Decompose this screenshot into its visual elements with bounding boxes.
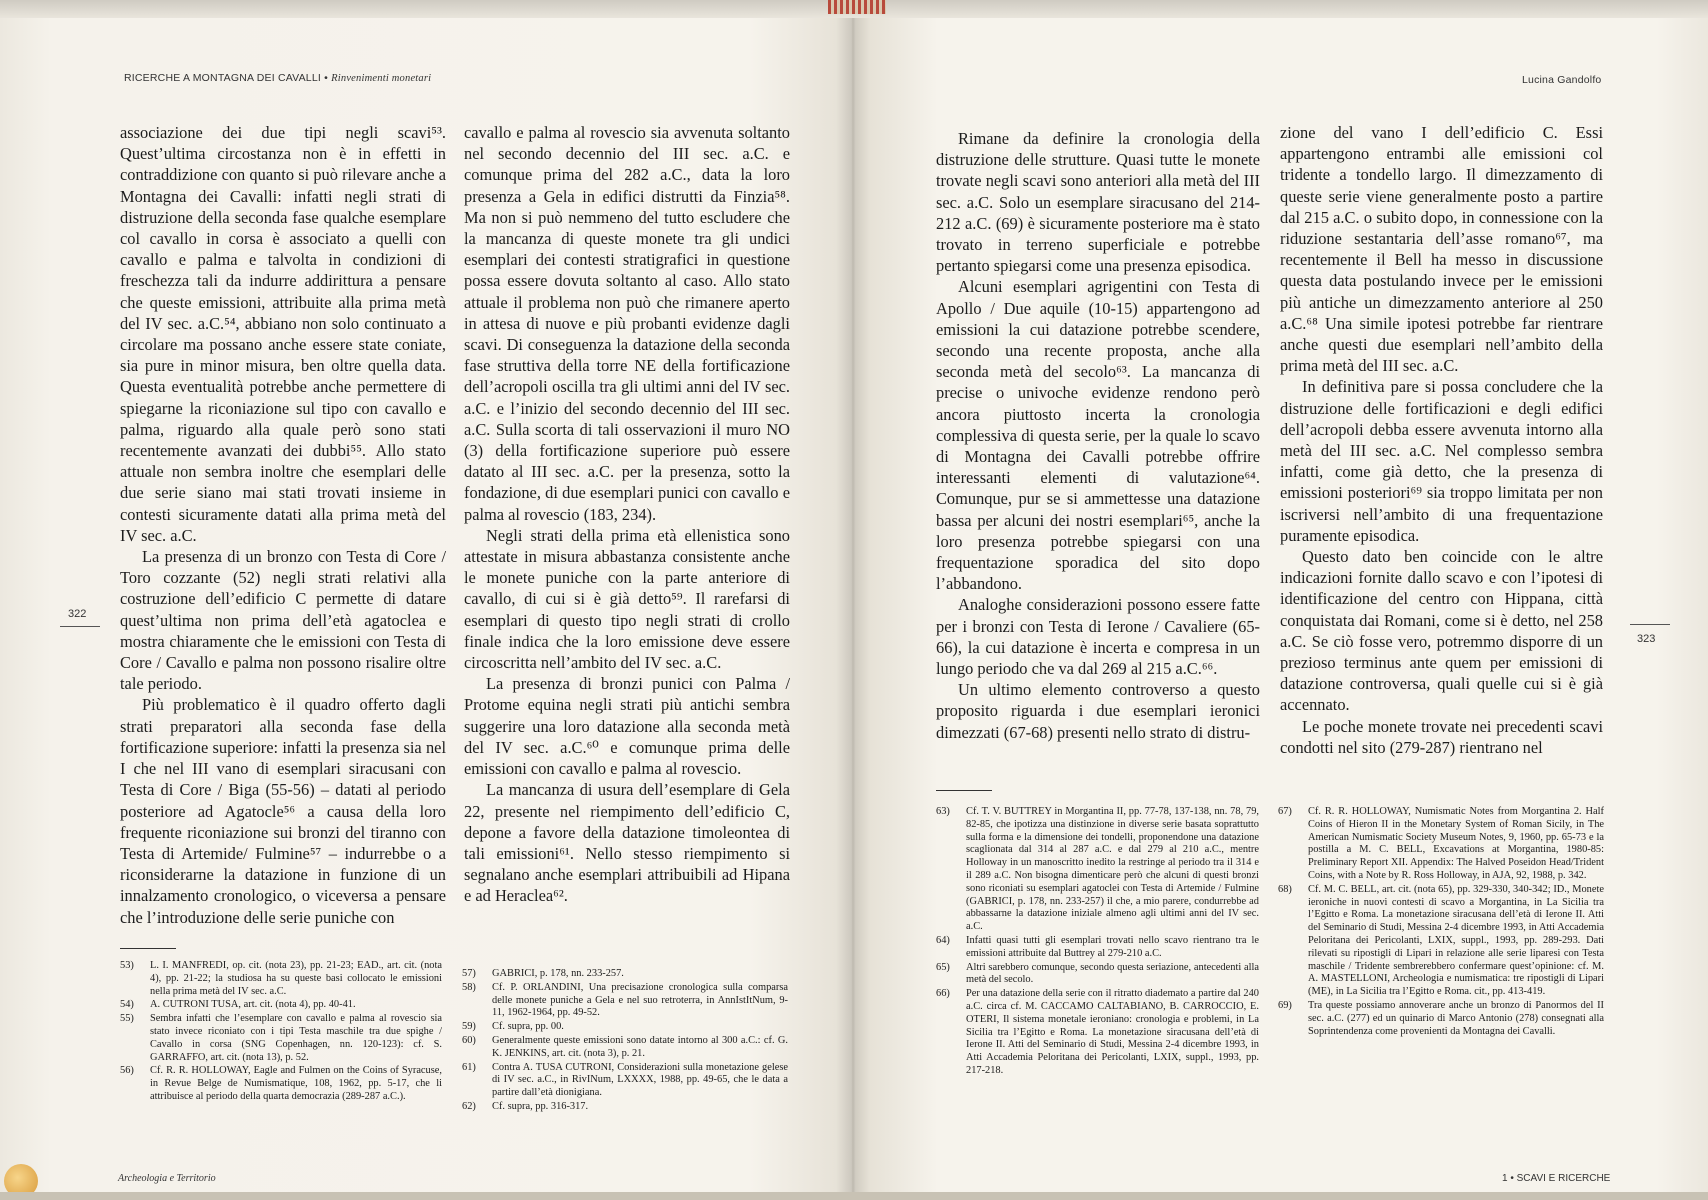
folio-rule-left xyxy=(60,626,100,627)
footnote-number: 65) xyxy=(936,961,950,973)
page-number-left: 322 xyxy=(68,608,87,620)
footnote xyxy=(936,935,1259,961)
footnote-number: 55) xyxy=(120,1013,134,1025)
footnote xyxy=(462,968,788,981)
footnote-rule-right xyxy=(936,790,992,791)
footnote xyxy=(462,1062,788,1100)
footnote-text: Cf. R. R. HOLLOWAY, Numismatic Notes from Morgantina 2. Half Coins of Hieron II in the Monetary System of Roman Sicily, in The American Numismatic Society Museum Notes, 9, 1960, pp. 65-73 e la postilla a M. C. BELL, Excavations at Morgantina, 1980-85: Preliminary Report XII. Appendix: The Halved Poseidon Head/Trident Coins, with a Note by R. Ross Holloway, in AJA, 92, 1988, p. 342. xyxy=(1308,806,1604,881)
body-paragraph: Rimane da definire la cronologia della distruzione delle strutture. Quasi tutte le monete trovate negli scavi sono anteriori alla metà del III sec. a.C. Solo un esemplare siracusano del 214-212 a.C. (69) è sicuramente posteriore ma è stato trovato in terreno superficiale e potrebbe pertanto spiegarsi come una presenza episodica. xyxy=(936,129,1260,276)
footnote xyxy=(936,806,1259,934)
footnote-text: Cf. supra, pp. 316-317. xyxy=(492,1100,589,1112)
footnote-number: 59) xyxy=(462,1021,476,1033)
page-number-right: 323 xyxy=(1637,633,1656,645)
footnote-number: 54) xyxy=(120,999,134,1011)
footnote xyxy=(462,1021,788,1034)
running-head-left xyxy=(124,72,431,84)
footnote-text: Generalmente queste emissioni sono datate intorno al 300 a.C.: cf. G. K. JENKINS, art. cit. (nota 3), p. 21. xyxy=(492,1034,788,1059)
body-paragraph: Negli strati della prima età ellenistica sono attestate in misura abbastanza consistente anche le monete puniche con la parte anteriore di cavallo, di cui si è già detto⁵⁹. Il rarefarsi di esemplari di questo tipo negli strati di crollo finale indica che la loro emissione deve essere circoscritta nell’ambito del IV sec. a.C. xyxy=(464,525,790,673)
footnote-number: 53) xyxy=(120,960,134,971)
footnote-number: 69) xyxy=(1278,999,1292,1011)
folio-rule-right xyxy=(1630,624,1670,625)
body-paragraph: Le poche monete trovate nei precedenti scavi condotti nel sito (279-287) rientrano nel xyxy=(1280,716,1603,757)
footnote xyxy=(462,982,788,1020)
footnote-text: GABRICI, p. 178, nn. 233-257. xyxy=(492,968,624,979)
footnote-text: Sembra infatti che l’esemplare con cavallo e palma al rovescio sia stato invece riconiato con i tipi Testa maschile tra due spighe / Cavallo in corsa (SNG Copenhagen, nn. 120-123): cf. S. GARRAFFO, art. cit. (nota 13), p. 52. xyxy=(150,1013,442,1063)
right-footnotes-column-2 xyxy=(1278,806,1604,1039)
body-paragraph: Alcuni esemplari agrigentini con Testa di Apollo / Due aquile (10-15) appartengono ad emissioni la cui datazione potrebbe scendere, secondo una recente proposta, anche alla seconda metà del secolo⁶³. La mancanza di precise o univoche evidenze rendono però ancora piuttosto incerta la cronologia complessiva di questa serie, per la quale lo scavo di Montagna dei Cavalli potrebbe offrire interessanti elementi di valutazione⁶⁴. Comunque, pur se si ammettesse una datazione bassa per alcuni dei nostri esemplari⁶⁵, anche la loro presenza potrebbe spiegarsi con una frequentazione sporadica del sito dopo l’abbandono. xyxy=(936,277,1260,594)
footnote-number: 57) xyxy=(462,968,476,979)
right-page-column-1 xyxy=(936,128,1260,743)
footnote-number: 63) xyxy=(936,806,950,817)
footnote-number: 60) xyxy=(462,1034,476,1046)
running-head-title: RICERCHE A MONTAGNA DEI CAVALLI xyxy=(124,72,321,84)
body-paragraph: In definitiva pare si possa concludere che la distruzione delle fortificazioni e degli edifici dell’acropoli debba essere avvenuta intorno alla metà del III sec. a.C. Nel complesso sembra infatti, come già detto, che la presenza di emissioni posteriori⁶⁹ sia troppo limitata per non iscriversi nell’ambito di una frequentazione puramente episodica. xyxy=(1280,377,1603,545)
body-paragraph: La presenza di bronzi punici con Palma / Protome equina negli strati più antichi sembra suggerire una loro datazione alla seconda metà del IV sec. a.C.⁶⁰ e comunque prima delle emissioni con cavallo e palma al rovescio. xyxy=(464,674,790,779)
footnote-number: 58) xyxy=(462,981,476,993)
footnote-text: A. CUTRONI TUSA, art. cit. (nota 4), pp. 40-41. xyxy=(150,999,356,1011)
footnote-number: 67) xyxy=(1278,806,1292,817)
body-paragraph: zione del vano I dell’edificio C. Essi appartengono entrambi alle emissioni col tridente a tondello largo. Il dimezzamento di queste serie viene generalmente posto a partire dal 215 a.C. o subito dopo, in connessione con la riduzione sestantaria dell’asse romano⁶⁷, ma recentemente il Bell ha messo in discussione questa data postulando invece per le emissioni più antiche un dimezzamento anteriore al 250 a.C.⁶⁸ Una simile ipotesi potrebbe far rientrare anche questi due esemplari nell’ambito della prima metà del III sec. a.C. xyxy=(1280,123,1603,376)
footnote-text: Per una datazione della serie con il ritratto diademato a partire dal 240 a.C. circa cf. M. CACCAMO CALTABIANO, B. CARROCCIO, E. OTERI, Il sistema monetale ieroniano: cronologia e problemi, in La Sicilia tra l’Egitto e Roma. La monetazione siracusana dell’età di Ierone II. Atti del Seminario di Studi, Messina 2-4 dicembre 1993, in Atti Accademia Peloritana dei Pericolanti, LXIX, suppl., 1993, pp. 217-218. xyxy=(966,988,1259,1076)
footnote xyxy=(120,999,442,1012)
body-paragraph: Un ultimo elemento controverso a questo proposito riguarda i due esemplari ieronici dimezzati (67-68) presenti nello strato di distru- xyxy=(936,680,1260,742)
footnote-number: 62) xyxy=(462,1100,476,1112)
left-page-column-2 xyxy=(464,122,790,907)
body-paragraph: Questo dato ben coincide con le altre indicazioni fornite dallo scavo e con l’ipotesi di identificazione del centro con Hippana, città conquistata dai Romani, come si è detto, nel 258 a.C. Se ciò fosse vero, potremmo disporre di un prezioso terminus ante quem per emissioni di datazione controversa, quali quelle cui si è già accennato. xyxy=(1280,547,1603,715)
left-page-column-1 xyxy=(120,122,446,928)
book-gutter-shadow xyxy=(836,18,870,1192)
right-page-column-2 xyxy=(1280,122,1603,758)
running-head-subtitle: Rinvenimenti monetari xyxy=(331,73,432,84)
footer-journal-title: Archeologia e Territorio xyxy=(118,1173,216,1184)
body-paragraph: associazione dei due tipi negli scavi⁵³. Quest’ultima circostanza non è in effetti in contraddizione con quanto si può rilevare anche a Montagna dei Cavalli: infatti negli strati di distruzione della seconda fase qualche esemplare col cavallo in corsa è associato a quelli con cavallo e palma e talvolta in condizioni di freschezza tali da indurre addirittura a pensare che queste emissioni, attribuite alla prima metà del IV sec. a.C.⁵⁴, abbiano non solo continuato a circolare ma possano anche essere state coniate, sia pure in minor misura, ben oltre quella data. Questa eventualità potrebbe anche permettere di spiegarne la riconiazione sul tipo con cavallo e palma, riguardo alla quale però sono stati recentemente avanzati dei dubbi⁵⁵. Allo stato attuale non sembra inoltre che esemplari delle due serie siano mai stati trovati insieme in contesti sicuramente datati alla prima metà del IV sec. a.C. xyxy=(120,123,446,545)
footnote-rule-left xyxy=(120,948,176,949)
bookmark-ribbon xyxy=(828,0,886,14)
footnote-number: 68) xyxy=(1278,883,1292,895)
running-head-separator: • xyxy=(324,72,329,84)
footnote-text: Cf. T. V. BUTTREY in Morgantina II, pp. 77-78, 137-138, nn. 78, 79, 82-85, che ipotizza una distinzione in diverse serie basata soprattutto sulla forma e la dimensione dei tondelli, proponendone una datazione scaglionata dal 314 al 287 a.C. e dal 279 al 210 a.C., mentre Holloway in un manoscritto inedito la restringe al periodo tra il 314 e il 289 a.C. Non bisogna dimenticare però che alcuni di questi bronzi sono riconiati su esemplari agatoclei con Testa di Artemide / Fulmine (GABRICI, p. 178, nn. 233-257) il che, a mio parere, condurrebbe ad abbassarne la datazione iniziale almeno agli ultimi anni del IV sec. a.C. xyxy=(966,806,1259,933)
footnote xyxy=(1278,1000,1604,1038)
left-footnotes-column-2 xyxy=(462,968,788,1115)
footnote-number: 66) xyxy=(936,988,950,1000)
footnote-text: Cf. R. R. HOLLOWAY, Eagle and Fulmen on the Coins of Syracuse, in Revue Belge de Numismatique, 108, 1962, pp. 5-17, che li attribuisce al periodo della quarta democrazia (289-287 a.C.). xyxy=(150,1065,442,1102)
body-paragraph: Analoghe considerazioni possono essere fatte per i bronzi con Testa di Ierone / Cavaliere (65-66), la cui datazione è incerta e compresa in un lungo periodo che va dal 269 al 215 a.C.⁶⁶. xyxy=(936,595,1260,679)
footnote-text: L. I. MANFREDI, op. cit. (nota 23), pp. 21-23; EAD., art. cit. (nota 4), pp. 21-22; la studiosa ha su queste basi collocato le emissioni nella prima metà del IV sec. a.C. xyxy=(150,960,442,997)
body-paragraph: cavallo e palma al rovescio sia avvenuta soltanto nel secondo decennio del III sec. a.C. e comunque prima del 282 a.C., data la loro presenza a Gela in edifici distrutti da Finzia⁵⁸. Ma non si può nemmeno del tutto escludere che la mancanza di queste monete tra gli undici esemplari dei contesti stratigrafici in questione possa essere dovuta soltanto al caso. Allo stato attuale il problema non può che rimanere aperto in attesa di nuove e più probanti evidenze dagli scavi. Di conseguenza la datazione della seconda fase struttiva della torre NE della fortificazione dell’acropoli oscilla tra gli ultimi anni del IV sec. a.C. e l’inizio del secondo decennio del III sec. a.C. Sulla scorta di tali osservazioni il muro NO (3) della fortificazione superiore può essere datato al III sec. a.C. per la presenza, sotto la fondazione, di due esemplari punici con cavallo e palma al rovescio (183, 234). xyxy=(464,123,790,524)
footnote-number: 64) xyxy=(936,934,950,946)
footnote xyxy=(936,988,1259,1078)
footnote xyxy=(462,1035,788,1061)
footnote xyxy=(1278,806,1604,883)
footnote xyxy=(120,1013,442,1064)
footnote-number: 61) xyxy=(462,1061,476,1073)
left-footnotes-column-1 xyxy=(120,960,442,1105)
footnote-text: Cf. supra, pp. 00. xyxy=(492,1021,564,1033)
body-paragraph: La presenza di un bronzo con Testa di Core / Toro cozzante (52) negli strati relativi alla costruzione dell’edificio C permette di datare quest’ultima non prima dell’età agatoclea e mostra chiaramente che le emissioni con Testa di Core / Cavallo e palma non possono risalire oltre tale periodo. xyxy=(120,547,446,694)
footnote-text: Altri sarebbero comunque, secondo questa seriazione, antecedenti alla metà del secolo. xyxy=(966,961,1259,986)
running-head-author: Lucina Gandolfo xyxy=(1522,74,1602,86)
footnote-text: Tra queste possiamo annoverare anche un bronzo di Panormos del II sec. a.C. (277) ed un quinario di Marco Antonio (278) consegnati alla Soprintendenza come provenienti da Montagna dei Cavalli. xyxy=(1308,999,1604,1037)
footer-section-label: 1 • SCAVI E RICERCHE xyxy=(1502,1173,1611,1184)
body-paragraph: Più problematico è il quadro offerto dagli strati preparatori alla seconda fase della fortificazione superiore: infatti la presenza sia nel I che nel III vano di esemplari siracusani con Testa di Core / Biga (55-56) – datati al periodo posteriore ad Agatocle⁵⁶ a causa della loro frequente riconiazione sui bronzi del tiranno con Testa di Artemide/ Fulmine⁵⁷ – indurrebbe o a riconsiderarne la datazione in funzione di un innalzamento cronologico, o viceversa a pensare che l’introduzione delle serie puniche con xyxy=(120,695,446,927)
footnote-text: Infatti quasi tutti gli esemplari trovati nello scavo rientrano tra le emissioni attribuite dal Buttrey al 279-210 a.C. xyxy=(966,934,1259,959)
footnote-text: Cf. M. C. BELL, art. cit. (nota 65), pp. 329-330, 340-342; ID., Monete ieroniche in nuovi contesti di scavo a Morgantina, in La Sicilia tra l’Egitto e Roma. La monetazione siracusana dell’età di Ierone II. Atti del Seminario di Studi, Messina 2-4 dicembre 1993, in Atti Accademia Peloritana dei Pericolanti, LXIX, suppl., 1993, pp. 289-293. Dati rilevati su ripostigli di Lipari in relazione alle serie liparesi con Testa maschile / Tridente sembrerebbero confermare quest’opinione: cf. M. A. MASTELLONI, Archeologia e numismatica: tre ripostigli di Lipari (ME), in La Sicilia tra l’Egitto e Roma. cit., pp. 413-419. xyxy=(1308,883,1604,998)
footnote xyxy=(1278,884,1604,999)
body-paragraph: La mancanza di usura dell’esemplare di Gela 22, presente nel riempimento dell’edificio C, depone a favore della datazione timoleontea di tali emissioni⁶¹. Nello stesso riempimento si segnalano anche esemplari attribuibili ad Hipana e ad Heraclea⁶². xyxy=(464,780,790,906)
footnote xyxy=(120,1065,442,1103)
footnote-number: 56) xyxy=(120,1065,134,1077)
page-edge-bottom xyxy=(0,1192,1708,1200)
footnote-text: Contra A. TUSA CUTRONI, Considerazioni sulla monetazione gelese di IV sec. a.C., in RivINum, LXXXX, 1988, pp. 49-65, che le data a partire dall’età dionigiana. xyxy=(492,1061,788,1099)
footnote xyxy=(120,960,442,998)
footnote xyxy=(462,1101,788,1114)
footnote xyxy=(936,962,1259,988)
footnote-text: Cf. P. ORLANDINI, Una precisazione cronologica sulla comparsa delle monete puniche a Gela e nel suo retroterra, in AnnIstItNum, 9-11, 1962-1964, pp. 49-52. xyxy=(492,981,788,1019)
right-footnotes-column-1 xyxy=(936,806,1259,1079)
